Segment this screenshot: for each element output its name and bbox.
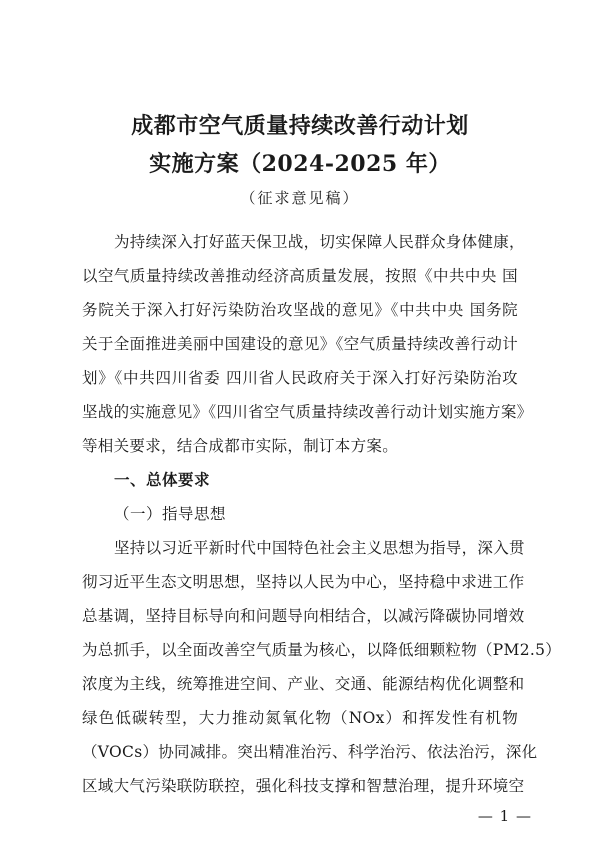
intro-line: 坚战的实施意见》《四川省空气质量持续改善行动计划实施方案》 xyxy=(82,403,533,421)
document-title-line-2: 实施方案（2024-2025 年） xyxy=(149,151,451,177)
document-subtitle: （征求意见稿） xyxy=(240,189,360,207)
body-line: 绿色低碳转型，大力推动氮氧化物（NOx）和挥发性有机物 xyxy=(82,709,518,727)
body-line: 坚持以习近平新时代中国特色社会主义思想为指导，深入贯 xyxy=(114,539,525,557)
body-line: （VOCs）协同减排。突出精准治污、科学治污、依法治污，深化 xyxy=(82,743,538,761)
intro-line: 划》《中共四川省委 四川省人民政府关于深入打好污染防治攻 xyxy=(82,369,518,387)
body-line: 为总抓手，以全面改善空气质量为核心，以降低细颗粒物（PM2.5） xyxy=(82,641,562,659)
document-title-line-1: 成都市空气质量持续改善行动计划 xyxy=(131,113,469,139)
body-line: 区域大气污染联防联控，强化科技支撑和智慧治理，提升环境空 xyxy=(82,777,525,795)
subsection-heading: （一）指导思想 xyxy=(114,505,227,523)
intro-line: 关于全面推进美丽中国建设的意见》《空气质量持续改善行动计 xyxy=(82,335,518,353)
page-number: — 1 — xyxy=(477,807,532,825)
intro-line: 务院关于深入打好污染防治攻坚战的意见》《中共中央 国务院 xyxy=(82,301,518,319)
body-line: 彻习近平生态文明思想，坚持以人民为中心，坚持稳中求进工作 xyxy=(82,573,525,591)
body-line: 总基调，坚持目标导向和问题导向相结合，以减污降碳协同增效 xyxy=(82,607,525,625)
section-heading: 一、总体要求 xyxy=(114,470,211,489)
intro-line: 为持续深入打好蓝天保卫战，切实保障人民群众身体健康， xyxy=(114,233,525,251)
intro-line: 以空气质量持续改善推动经济高质量发展，按照《中共中央 国 xyxy=(82,267,518,285)
body-line: 浓度为主线，统筹推进空间、产业、交通、能源结构优化调整和 xyxy=(82,675,525,693)
intro-line: 等相关要求，结合成都市实际，制订本方案。 xyxy=(82,437,399,455)
